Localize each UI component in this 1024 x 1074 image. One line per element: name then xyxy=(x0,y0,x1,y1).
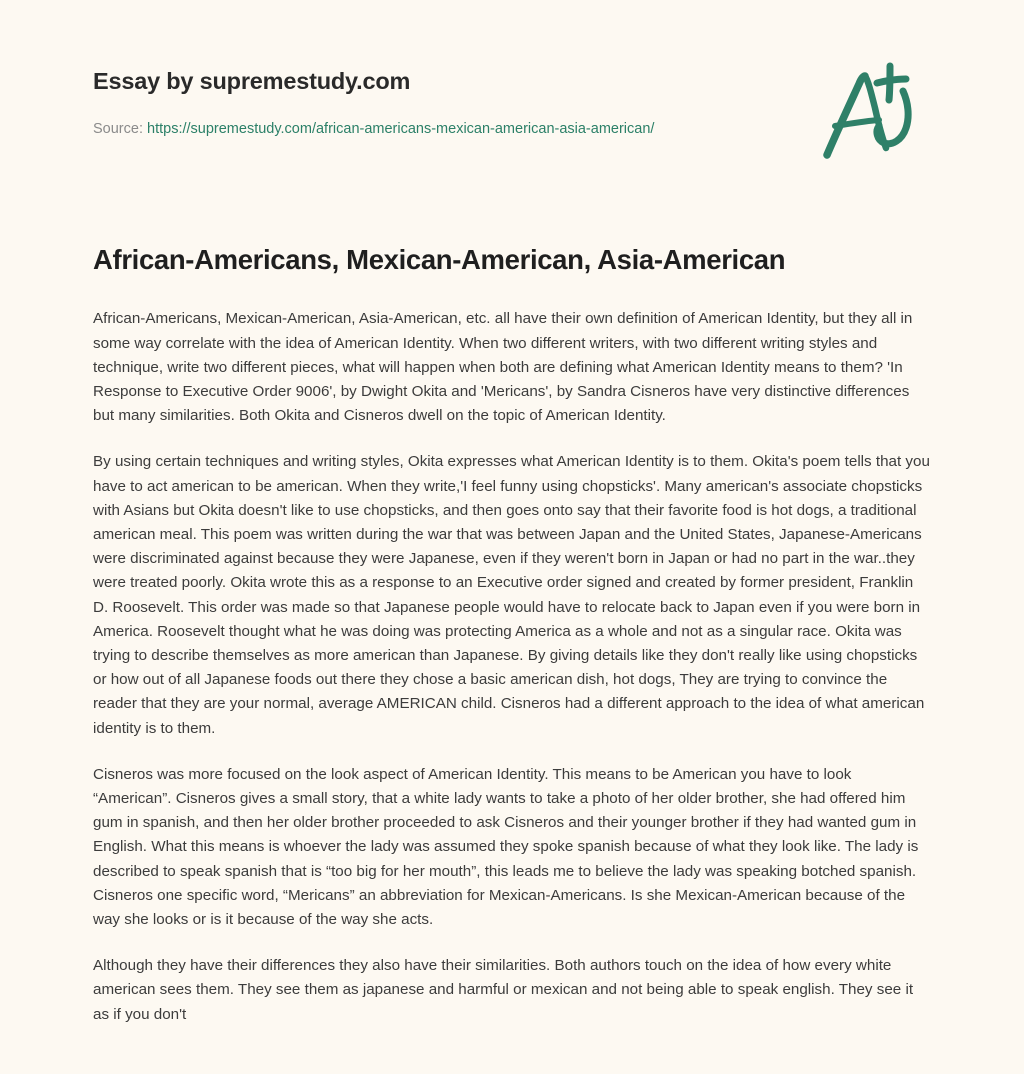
article-body xyxy=(93,307,933,1026)
source-label: Source: xyxy=(93,121,143,137)
page-header xyxy=(0,0,1024,200)
source-line xyxy=(93,122,654,137)
a-plus-logo-icon xyxy=(815,58,940,173)
source-url-link[interactable]: https://supremestudy.com/african-americans-mexican-american-asia-american/ xyxy=(147,121,655,137)
article-paragraph: By using certain techniques and writing styles, Okita expresses what American Identity is to them. Okita's poem tells that you have to act american to be american. When they write,'I feel funny using chopsticks'. Many american's associate chopsticks with Asians but Okita doesn't like to use chopsticks, and then goes onto say that their favorite food is hot dogs, a traditional american meal. This poem was written during the war that was between Japan and the United States, Japanese-Americans were discriminated against because they were Japanese, even if they weren't born in Japan or had no part in the war..they were treated poorly. Okita wrote this as a response to an Executive order signed and created by former president, Franklin D. Roosevelt. This order was made so that Japanese people would have to relocate back to Japan even if you were born in America. Roosevelt thought what he was doing was protecting America as a whole and not as a singular race. Okita was trying to describe themselves as more american than Japanese. By giving details like they don't really like using chopsticks or how out of all Japanese foods out there they chose a basic american dish, hot dogs, They are trying to convince the reader that they are your normal, average AMERICAN child. Cisneros had a different approach to the idea of what american identity is to them. xyxy=(93,453,930,737)
article-paragraph: African-Americans, Mexican-American, Asia-American, etc. all have their own definition of American Identity, but they all in some way correlate with the idea of American Identity. When two different writers, with two different writing styles and technique, write two different pieces, what will happen when both are defining what American Identity means to them? 'In Response to Executive Order 9006', by Dwight Okita and 'Mericans', by Sandra Cisneros have very distinctive differences but many similarities. Both Okita and Cisneros dwell on the topic of American Identity. xyxy=(93,310,913,425)
article-paragraph: Cisneros was more focused on the look aspect of American Identity. This means to be American you have to look “American”. Cisneros gives a small story, that a white lady wants to take a photo of her older brother, she had offered him gum in spanish, and then her older brother proceeded to ask Cisneros and their younger brother if they had wanted gum in English. What this means is whoever the lady was assumed they spoke spanish because of what they look like. The lady is described to speak spanish that is “too big for her mouth”, this leads me to believe the lady was speaking botched spanish. Cisneros one specific word, “Mericans” an abbreviation for Mexican-Americans. Is she Mexican-American because of the way she looks or is it because of the way she acts. xyxy=(93,765,919,929)
supremestudy-logo[interactable] xyxy=(815,58,940,173)
article xyxy=(93,243,933,1027)
page-title: African-Americans, Mexican-American, Asia-American xyxy=(93,244,786,275)
byline: Essay by supremestudy.com xyxy=(93,68,411,94)
article-paragraph: Although they have their differences they also have their similarities. Both authors touch on the idea of how every white american sees them. They see them as japanese and harmful or mexican and not being able to speak english. They see it as if you don't xyxy=(93,957,914,1023)
